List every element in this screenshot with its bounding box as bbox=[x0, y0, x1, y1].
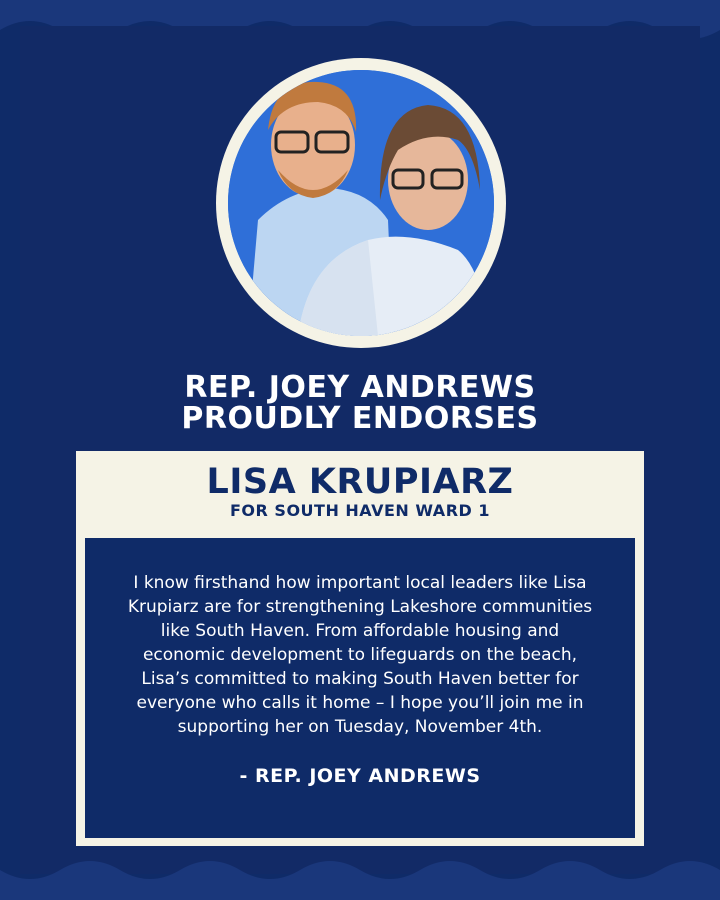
candidate-name: LISA KRUPIARZ bbox=[206, 462, 514, 502]
headline-line-2: PROUDLY ENDORSES bbox=[181, 401, 539, 436]
candidate-ward: FOR SOUTH HAVEN WARD 1 bbox=[230, 501, 490, 520]
quote-attribution: - REP. JOEY ANDREWS bbox=[239, 765, 481, 787]
headline-line-1: REP. JOEY ANDREWS bbox=[184, 370, 536, 405]
quote-box bbox=[76, 536, 644, 846]
quote-panel bbox=[85, 538, 635, 838]
quote-text: I know firsthand how important local leaders like Lisa Krupiarz are for strengthening Lakeshore communities like South Haven. From affordable housing and economic development to lifeguards on the beach, Lisa’s committed to making South Haven better for everyone who calls it home – I hope you’ll join me in supporting her on Tuesday, November 4th. bbox=[127, 573, 593, 737]
endorsement-headline bbox=[0, 372, 720, 434]
candidate-name-box bbox=[76, 451, 644, 537]
candidate-photo bbox=[228, 70, 494, 336]
bottom-wave-border bbox=[0, 840, 720, 900]
portrait-illustration bbox=[228, 70, 494, 336]
